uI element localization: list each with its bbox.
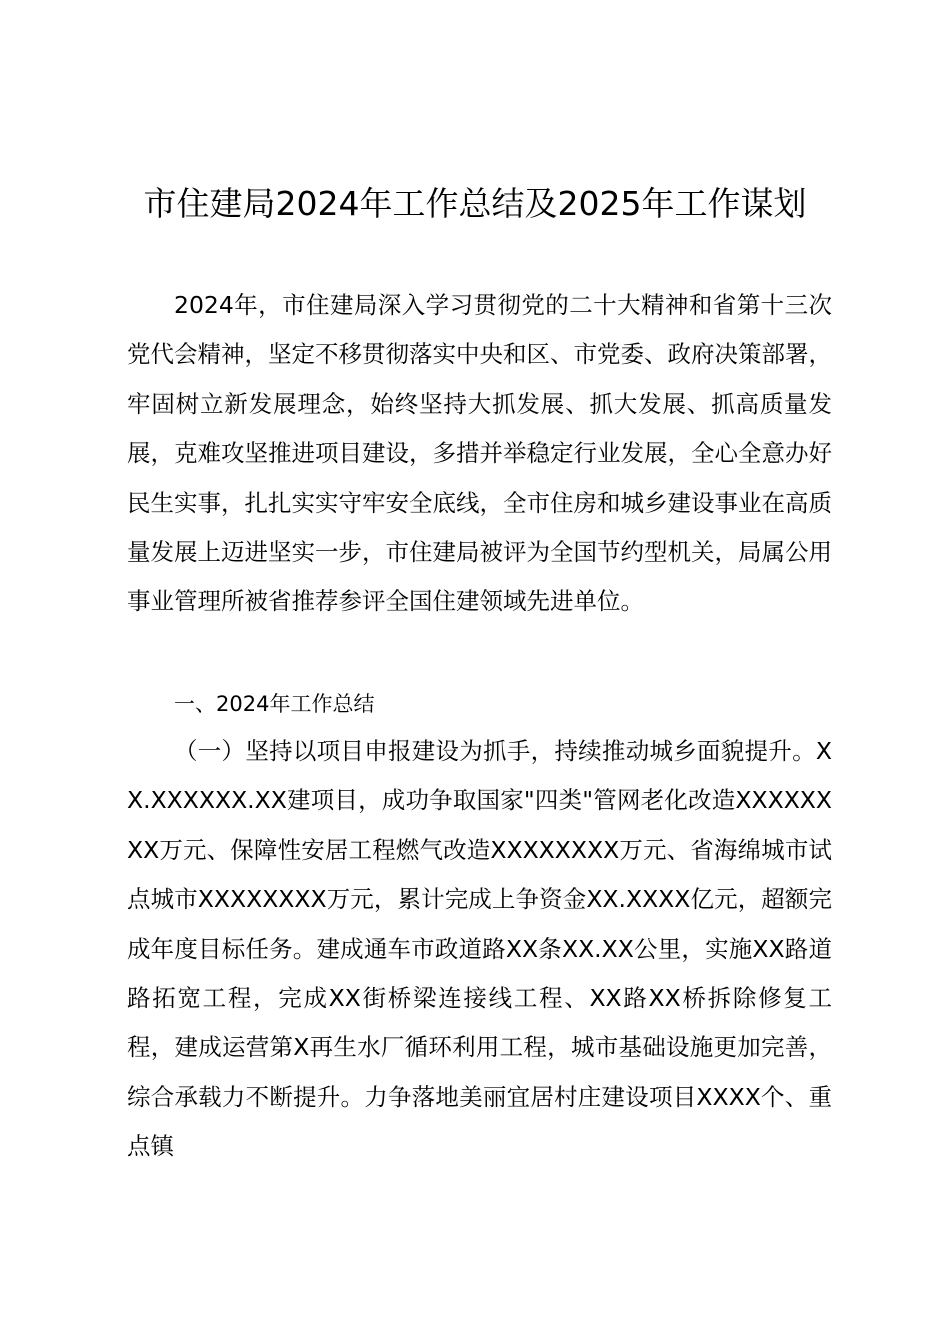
- document-title: 市住建局2024年工作总结及2025年工作谋划: [143, 184, 807, 223]
- section-paragraph: （一）坚持以项目申报建设为抓手，持续推动城乡面貌提升。XX.XXXXXX.XX建项目，成功争取国家"四类"管网老化改造XXXXXXXX万元、保障性安居工程燃气改造XXXXXXXX万元、省海绵城市试点城市XXXXXXXX万元，累计完成上争资金XX.XXXX亿元，超额完成年度目标任务。建成通车市政道路XX条XX.XX公里，实施XX路道路拓宽工程，完成XX街桥梁连接线工程、XX路XX桥拆除修复工程，建成运营第X再生水厂循环利用工程，城市基础设施更加完善，综合承载力不断提升。力争落地美丽宜居村庄建设项目XXXX个、重点镇: [127, 737, 832, 1161]
- section-heading: 一、2024年工作总结: [174, 692, 375, 716]
- intro-paragraph: 2024年，市住建局深入学习贯彻党的二十大精神和省第十三次党代会精神，坚定不移贯彻落实中央和区、市党委、政府决策部署，牢固树立新发展理念，始终坚持大抓发展、抓大发展、抓高质量发展，克难攻坚推进项目建设，多措并举稳定行业发展，全心全意办好民生实事，扎扎实实守牢安全底线，全市住房和城乡建设事业在高质量发展上迈进坚实一步，市住建局被评为全国节约型机关，局属公用事业管理所被省推荐参评全国住建领域先进单位。: [127, 291, 832, 616]
